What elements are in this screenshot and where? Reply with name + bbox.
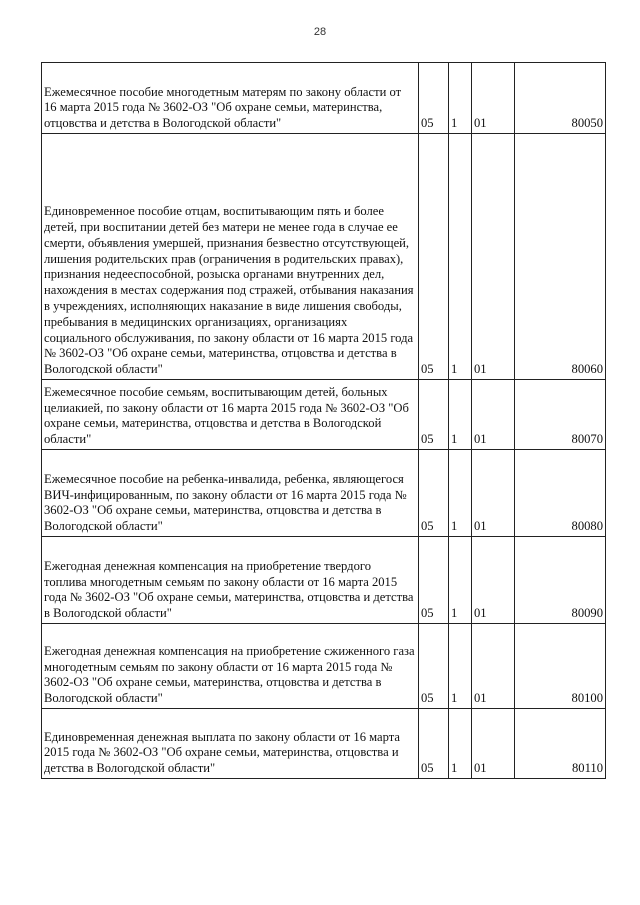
description-text: Ежемесячное пособие семьям, воспитывающим детей, больных целиакией, по закону области от 16 марта 2015 года № 3602-ОЗ "Об охране семьи, материнства, отцовства и детства в Вологодской области" <box>44 384 409 447</box>
table-row <box>42 537 606 624</box>
section-cell: 05 <box>419 63 449 134</box>
subsection-cell: 1 <box>449 134 472 380</box>
group-cell: 01 <box>472 537 515 624</box>
description-cell <box>42 537 419 624</box>
table-row <box>42 380 606 450</box>
description-cell <box>42 380 419 450</box>
description-cell <box>42 63 419 134</box>
section-cell: 05 <box>419 450 449 537</box>
description-cell <box>42 709 419 779</box>
budget-table <box>41 62 606 779</box>
group-cell: 01 <box>472 450 515 537</box>
section-cell: 05 <box>419 134 449 380</box>
group-cell: 01 <box>472 380 515 450</box>
group-cell: 01 <box>472 63 515 134</box>
description-text: Ежемесячное пособие на ребенка-инвалида, ребенка, являющегося ВИЧ-инфицированным, по закону области от 16 марта 2015 года № 3602-ОЗ "Об охране семьи, материнства, отцовства и детства в Вологодской области" <box>44 471 407 534</box>
subsection-cell: 1 <box>449 624 472 709</box>
description-text: Единовременная денежная выплата по закону области от 16 марта 2015 года № 3602-ОЗ "Об охране семьи, материнства, отцовства и детства в Вологодской области" <box>44 729 401 776</box>
description-cell <box>42 134 419 380</box>
page-number: 28 <box>313 26 327 38</box>
code-cell: 80070 <box>515 380 606 450</box>
code-cell: 80110 <box>515 709 606 779</box>
table-row <box>42 63 606 134</box>
group-cell: 01 <box>472 134 515 380</box>
subsection-cell: 1 <box>449 709 472 779</box>
table-row <box>42 624 606 709</box>
subsection-cell: 1 <box>449 537 472 624</box>
subsection-cell: 1 <box>449 450 472 537</box>
section-cell: 05 <box>419 537 449 624</box>
code-cell: 80060 <box>515 134 606 380</box>
section-cell: 05 <box>419 709 449 779</box>
section-cell: 05 <box>419 380 449 450</box>
code-cell: 80100 <box>515 624 606 709</box>
description-text: Единовременное пособие отцам, воспитывающим пять и более детей, при воспитании детей без матери не менее года в случае ее смерти, объявления умершей, признания безвестно отсутствующей, лишения родительских прав (ограничения в родительских правах), признания недееспособной, розыска органами внутренних дел, нахождения в местах содержания под стражей, отбывания наказания в учреждениях, исполняющих наказание в виде лишения свободы, пребывания в медицинских организациях, организациях социального обслуживания, по закону области от 16 марта 2015 года № 3602-ОЗ "Об охране семьи, материнства, отцовства и детства в Вологодской области" <box>44 204 414 377</box>
description-cell <box>42 624 419 709</box>
section-cell: 05 <box>419 624 449 709</box>
code-cell: 80080 <box>515 450 606 537</box>
table-row <box>42 134 606 380</box>
description-text: Ежегодная денежная компенсация на приобретение сжиженного газа многодетным семьям по закону области от 16 марта 2015 года № 3602-ОЗ "Об охране семьи, материнства, отцовства и детства в Вологодской области" <box>44 643 415 706</box>
group-cell: 01 <box>472 624 515 709</box>
code-cell: 80090 <box>515 537 606 624</box>
description-text: Ежемесячное пособие многодетным матерям по закону области от 16 марта 2015 года № 3602-ОЗ "Об охране семьи, материнства, отцовства и детства в Вологодской области" <box>44 84 402 131</box>
description-cell <box>42 450 419 537</box>
subsection-cell: 1 <box>449 380 472 450</box>
group-cell: 01 <box>472 709 515 779</box>
subsection-cell: 1 <box>449 63 472 134</box>
description-text: Ежегодная денежная компенсация на приобретение твердого топлива многодетным семьям по закону области от 16 марта 2015 года № 3602-ОЗ "Об охране семьи, материнства, отцовства и детства в Вологодской области" <box>44 558 414 621</box>
code-cell: 80050 <box>515 63 606 134</box>
table-row <box>42 709 606 779</box>
table-row <box>42 450 606 537</box>
